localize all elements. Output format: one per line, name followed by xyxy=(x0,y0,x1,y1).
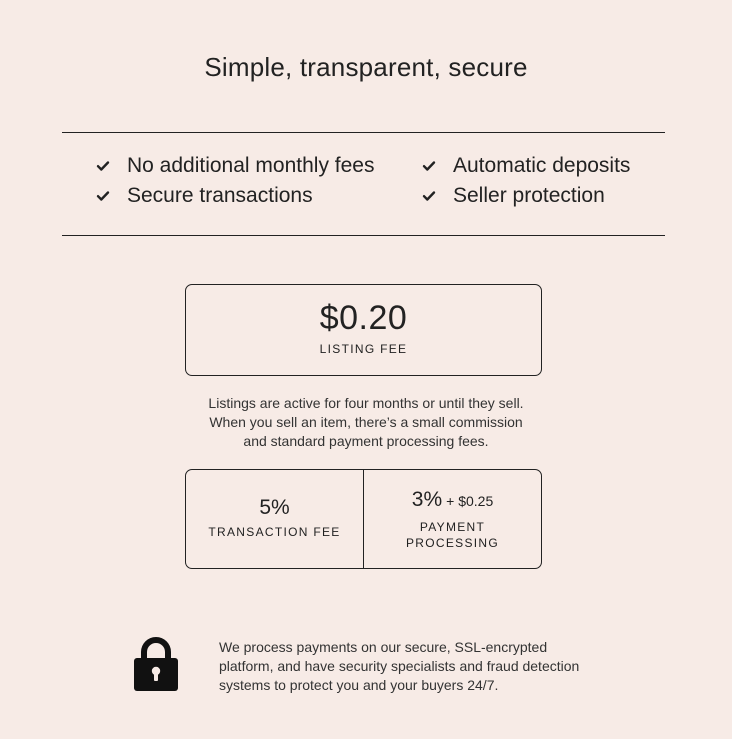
security-line: systems to protect you and your buyers 24/7. xyxy=(219,677,499,693)
listing-fee-price: $0.20 xyxy=(319,299,408,337)
payment-processing-label-line: PROCESSING xyxy=(405,536,499,550)
security-section xyxy=(133,636,633,695)
security-line: platform, and have security specialists and fraud detection xyxy=(219,658,580,674)
feature-label: Seller protection xyxy=(453,184,605,207)
listing-fee-card xyxy=(185,284,542,376)
feature-item xyxy=(422,185,656,207)
feature-label: Automatic deposits xyxy=(453,154,631,177)
transaction-fee-cell xyxy=(186,470,364,568)
payment-processing-value-row xyxy=(364,488,541,512)
page-title: Simple, transparent, secure xyxy=(204,52,528,82)
feature-item xyxy=(422,155,656,177)
checkmark-icon xyxy=(422,189,436,203)
feature-label: Secure transactions xyxy=(127,184,313,207)
description-line: When you sell an item, there’s a small commission xyxy=(209,414,523,430)
checkmark-icon xyxy=(96,189,110,203)
listing-fee-label: LISTING FEE xyxy=(319,342,408,356)
checkmark-icon xyxy=(96,159,110,173)
lock-icon xyxy=(133,636,179,692)
top-divider xyxy=(62,132,665,133)
feature-label: No additional monthly fees xyxy=(127,154,375,177)
checkmark-icon xyxy=(422,159,436,173)
payment-processing-label xyxy=(364,519,541,551)
description-line: and standard payment processing fees. xyxy=(243,433,489,449)
transaction-fee-label: TRANSACTION FEE xyxy=(208,525,341,539)
description-line: Listings are active for four months or until they sell. xyxy=(208,395,524,411)
feature-item xyxy=(96,155,422,177)
listing-description xyxy=(0,394,732,451)
transaction-fee-value: 5% xyxy=(259,496,290,519)
payment-processing-label-line: PAYMENT xyxy=(419,520,486,534)
fees-card xyxy=(185,469,542,569)
feature-item xyxy=(96,185,422,207)
payment-processing-value: 3% xyxy=(411,488,443,511)
payment-processing-cell xyxy=(364,470,541,568)
features-list xyxy=(96,155,656,207)
payment-processing-extra: + $0.25 xyxy=(446,493,494,509)
bottom-divider xyxy=(62,235,665,236)
security-description xyxy=(219,638,619,695)
security-line: We process payments on our secure, SSL-encrypted xyxy=(219,639,548,655)
